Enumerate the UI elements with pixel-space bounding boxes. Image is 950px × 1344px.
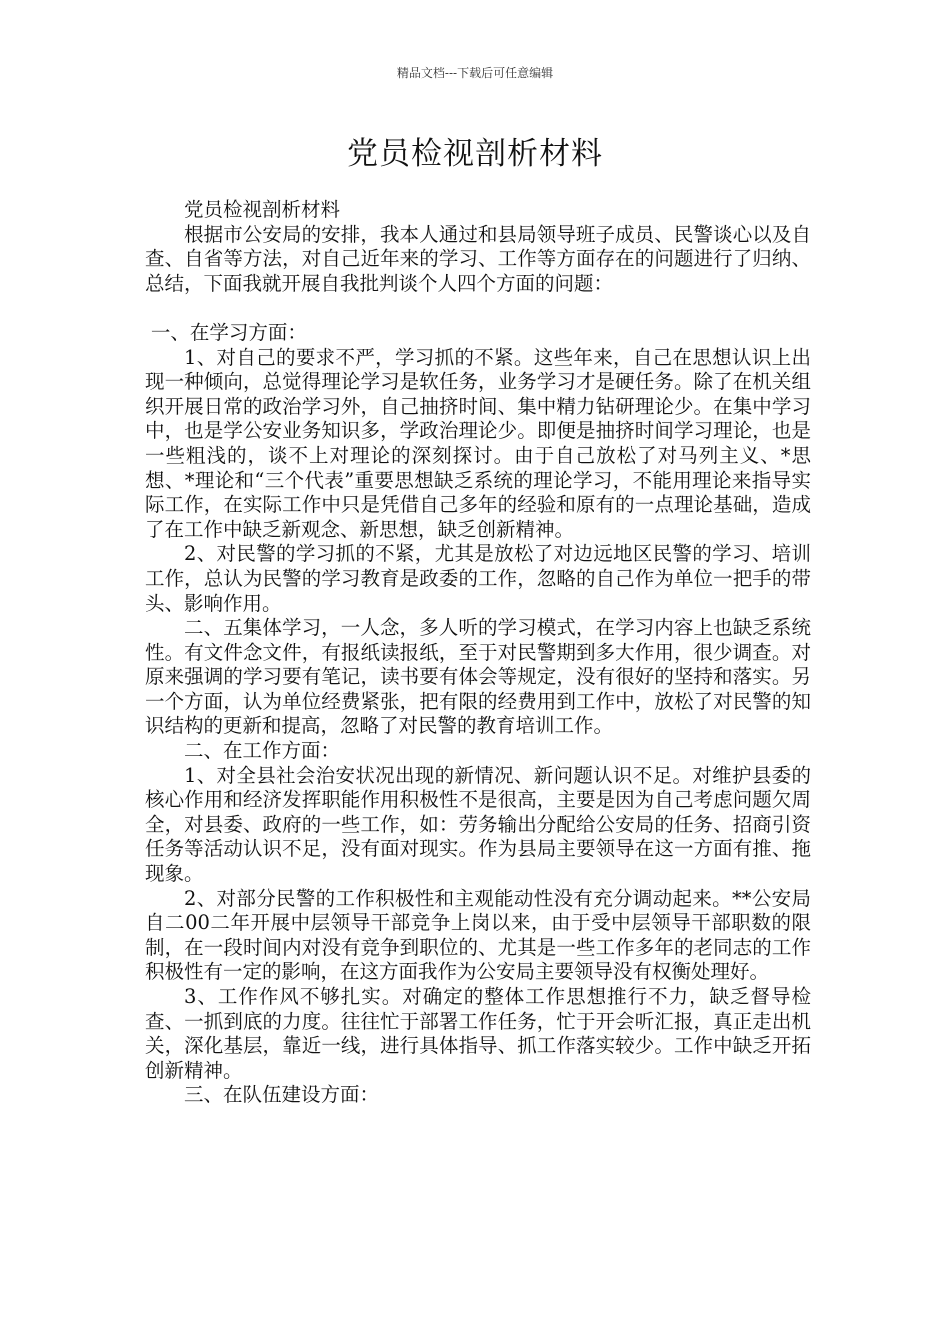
paragraph: 党员检视剖析材料 [184, 198, 341, 221]
paragraph: 3、工作作风不够扎实。对确定的整体工作思想推行不力，缺乏督导检查、一抓到底的力度。往往忙于部署工作任务，忙于开会听汇报，真正走出机关，深化基层，靠近一线，进行具体指导、抓工作落实较少。工作中缺乏开拓创新精神。 [145, 985, 811, 1082]
section-heading: 二、在工作方面： [184, 739, 341, 763]
paragraph: 二、五集体学习，一人念，多人听的学习模式，在学习内容上也缺乏系统性。有文件念文件，有报纸读报纸，至于对民警期到多大作用，很少调查。对原来强调的学习要有笔记，读书要有体会等规定，没有很好的坚持和落实。另一个方面，认为单位经费紧张，把有限的经费用到工作中，放松了对民警的知识结构的更新和提高，忽略了对民警的教育培训工作。 [145, 616, 811, 738]
document-body [145, 198, 811, 1108]
paragraph: 1、对自己的要求不严，学习抓的不紧。这些年来，自己在思想认识上出现一种倾向，总觉得理论学习是软任务，业务学习才是硬任务。除了在机关组织开展日常的政治学习外，自己抽挤时间、集中精力钻研理论少。在集中学习中，也是学公安业务知识多，学政治理论少。即便是抽挤时间学习理论，也是一些粗浅的，谈不上对理论的深刻探讨。由于自己放松了对马列主义、*思想、*理论和“三个代表”重要思想缺乏系统的理论学习，不能用理论来指导实际工作，在实际工作中只是凭借自己多年的经验和原有的一点理论基础，造成了在工作中缺乏新观念、新思想，缺乏创新精神。 [145, 345, 811, 541]
page-header-note: 精品文档---下载后可任意编辑 [396, 66, 554, 80]
section-heading: 一、在学习方面： [150, 320, 307, 344]
paragraph: 2、对部分民警的工作积极性和主观能动性没有充分调动起来。**公安局自二00二年开展中层领导干部竞争上岗以来，由于受中层领导干部职数的限制，在一段时间内对没有竞争到职位的、尤其是一些工作多年的老同志的工作积极性有一定的影响，在这方面我作为公安局主要领导没有权衡处理好。 [145, 886, 811, 984]
paragraph: 根据市公安局的安排，我本人通过和县局领导班子成员、民警谈心以及自查、自省等方法，对自己近年来的学习、工作等方面存在的问题进行了归纳、总结，下面我就开展自我批判谈个人四个方面的问题： [145, 222, 811, 295]
blank-line [145, 296, 811, 321]
paragraph: 2、对民警的学习抓的不紧，尤其是放松了对边远地区民警的学习、培训工作，总认为民警的学习教育是政委的工作，忽略的自己作为单位一把手的带头、影响作用。 [145, 542, 811, 615]
section-heading: 三、在队伍建设方面： [184, 1083, 380, 1107]
document-title: 党员检视剖析材料 [347, 136, 603, 172]
paragraph: 1、对全县社会治安状况出现的新情况、新问题认识不足。对维护县委的核心作用和经济发挥职能作用积极性不是很高，主要是因为自己考虑问题欠周全，对县委、政府的一些工作，如：劳务输出分配给公安局的任务、招商引资任务等活动认识不足，没有面对现实。作为县局主要领导在这一方面有推、拖现象。 [145, 763, 811, 886]
